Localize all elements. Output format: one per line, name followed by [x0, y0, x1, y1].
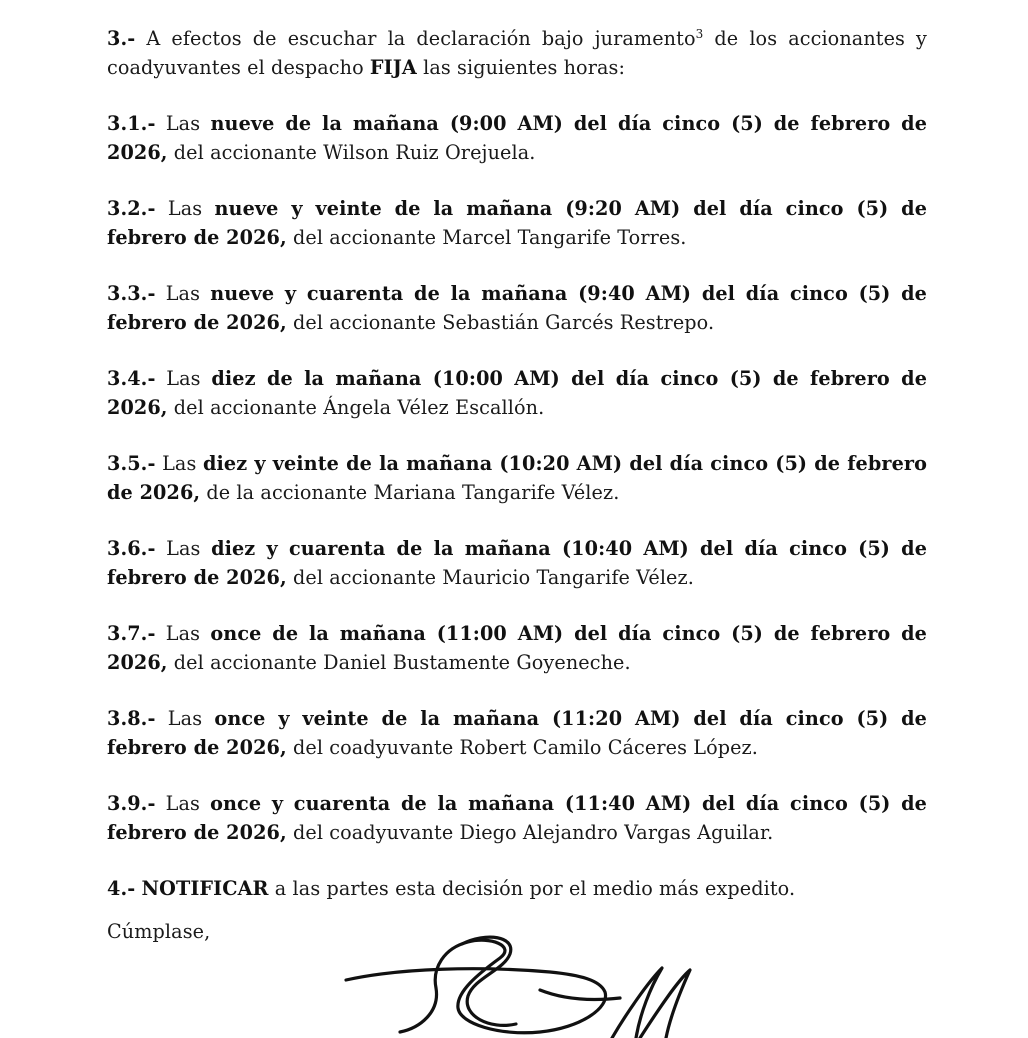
item-prefix: Las	[155, 622, 211, 645]
item-time: once y cuarenta de la mañana (11:40 AM) del día cinco (5) de febrero de 2026,	[107, 792, 927, 844]
item-time: once de la mañana (11:00 AM) del día cinco (5) de febrero de 2026,	[107, 622, 927, 674]
item-number: 3.7.-	[107, 622, 156, 645]
item-person: del accionante Daniel Bustamente Goyeneche.	[167, 651, 631, 674]
item-prefix: Las	[155, 367, 212, 390]
item-person: del accionante Wilson Ruiz Orejuela.	[167, 141, 536, 164]
schedule-item	[107, 194, 927, 252]
item-prefix: Las	[155, 792, 211, 815]
item-prefix: Las	[155, 112, 211, 135]
item-number: 3.3.-	[107, 282, 156, 305]
item-person: del accionante Mauricio Tangarife Vélez.	[286, 566, 694, 589]
document-page	[107, 24, 927, 973]
item-person: del accionante Ángela Vélez Escallón.	[167, 396, 545, 419]
item-time: nueve y cuarenta de la mañana (9:40 AM) del día cinco (5) de febrero de 2026,	[107, 282, 927, 334]
item-prefix: Las	[155, 537, 212, 560]
signature-stroke	[540, 990, 620, 1000]
schedule-item	[107, 619, 927, 677]
schedule-item	[107, 449, 927, 507]
schedule-item	[107, 109, 927, 167]
notify-verb: NOTIFICAR	[141, 877, 269, 900]
notify-text: a las partes esta decisión por el medio más expedito.	[268, 877, 796, 900]
item-number: 3.8.-	[107, 707, 156, 730]
item-time: nueve de la mañana (9:00 AM) del día cinco (5) de febrero de 2026,	[107, 112, 927, 164]
item-time: diez y veinte de la mañana (10:20 AM) del día cinco (5) de febrero de 2026,	[107, 452, 927, 504]
item-number: 3.5.-	[107, 452, 156, 475]
closing-line: Cúmplase,	[107, 920, 211, 943]
handwritten-signature	[340, 928, 700, 1038]
item-number: 3.4.-	[107, 367, 156, 390]
intro-emphasis: FIJA	[369, 56, 417, 79]
item-person: de la accionante Mariana Tangarife Vélez.	[200, 481, 620, 504]
item-time: once y veinte de la mañana (11:20 AM) del día cinco (5) de febrero de 2026,	[107, 707, 927, 759]
intro-paragraph	[107, 24, 927, 82]
item-person: del coadyuvante Robert Camilo Cáceres López.	[286, 736, 758, 759]
item-number: 3.1.-	[107, 112, 156, 135]
intro-text-after: las siguientes horas:	[416, 56, 626, 79]
item-time: diez de la mañana (10:00 AM) del día cinco (5) de febrero de 2026,	[107, 367, 927, 419]
notify-number: 4.-	[107, 877, 136, 900]
item-prefix: Las	[155, 197, 215, 220]
intro-text-before: A efectos de escuchar la declaración bajo juramento	[135, 27, 696, 50]
intro-number: 3.-	[107, 27, 136, 50]
item-time: nueve y veinte de la mañana (9:20 AM) del día cinco (5) de febrero de 2026,	[107, 197, 927, 249]
item-number: 3.6.-	[107, 537, 156, 560]
item-number: 3.9.-	[107, 792, 156, 815]
notify-paragraph	[107, 874, 927, 903]
item-number: 3.2.-	[107, 197, 156, 220]
item-prefix: Las	[155, 452, 203, 475]
intro-text-middle: de los accionantes y coadyuvantes el despacho	[107, 27, 927, 79]
schedule-item	[107, 364, 927, 422]
footnote-marker[interactable]: 3	[695, 27, 704, 41]
item-time: diez y cuarenta de la mañana (10:40 AM) del día cinco (5) de febrero de 2026,	[107, 537, 927, 589]
schedule-item	[107, 534, 927, 592]
item-person: del accionante Sebastián Garcés Restrepo.	[286, 311, 715, 334]
item-person: del accionante Marcel Tangarife Torres.	[286, 226, 687, 249]
item-prefix: Las	[155, 282, 211, 305]
schedule-item	[107, 789, 927, 847]
item-prefix: Las	[155, 707, 215, 730]
schedule-item	[107, 279, 927, 337]
signature-stroke	[640, 970, 690, 1038]
schedule-item	[107, 704, 927, 762]
item-person: del coadyuvante Diego Alejandro Vargas Aguilar.	[286, 821, 774, 844]
signature-stroke	[612, 968, 662, 1038]
